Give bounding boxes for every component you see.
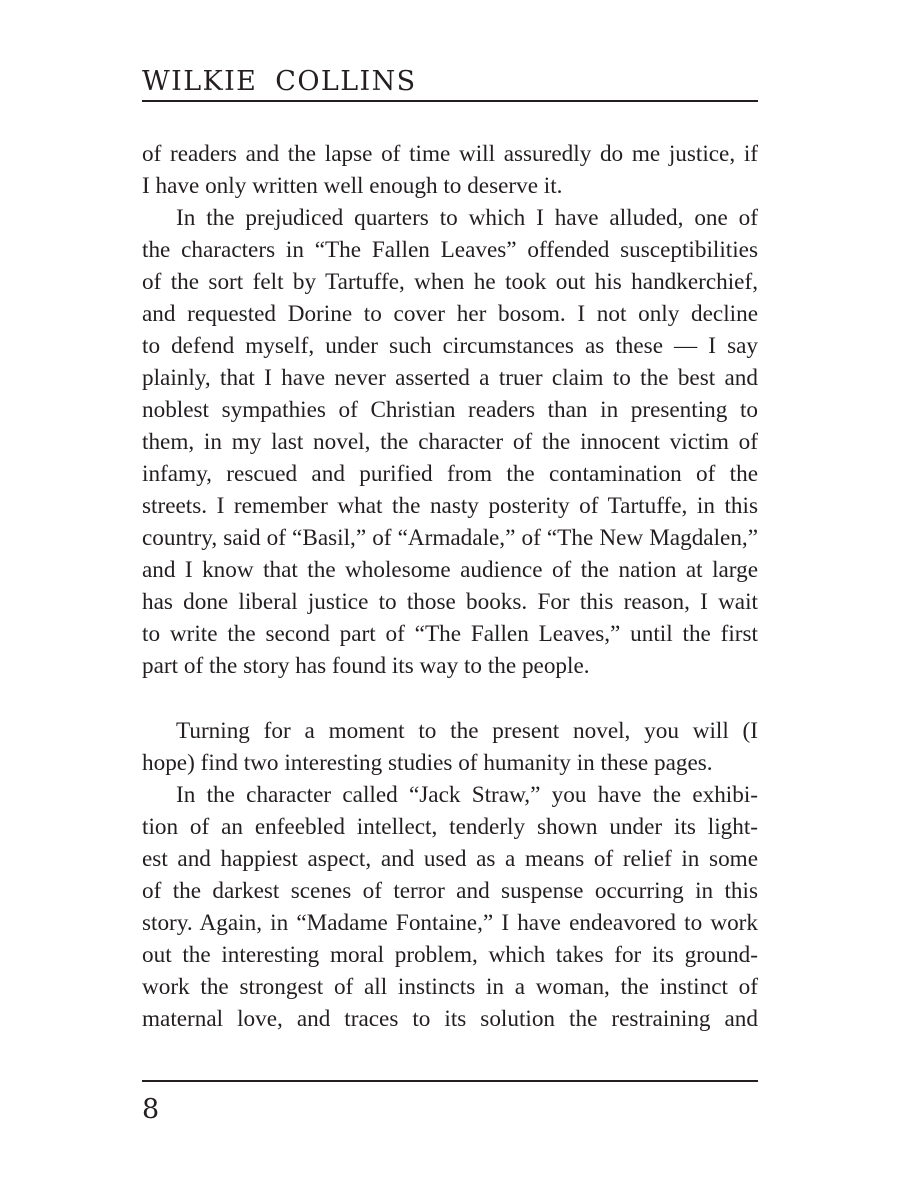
- text-line: noblest sympathies of Christian readers than in presenting to: [142, 397, 758, 423]
- text-line: maternal love, and traces to its solution the restraining and: [142, 1006, 758, 1032]
- text-line: of readers and the lapse of time will assuredly do me justice, if: [142, 141, 758, 167]
- text-line: plainly, that I have never asserted a truer claim to the best and: [142, 365, 758, 391]
- text-line: In the prejudiced quarters to which I have alluded, one of: [176, 205, 758, 231]
- text-line: In the character called “Jack Straw,” you have the exhibi-: [176, 782, 758, 808]
- running-head: WILKIE COLLINS: [142, 66, 417, 97]
- text-line: has done liberal justice to those books. For this reason, I wait: [142, 589, 758, 615]
- body-text: [142, 138, 758, 1035]
- text-line: to write the second part of “The Fallen Leaves,” until the first: [142, 621, 758, 647]
- text-line: and requested Dorine to cover her bosom. I not only decline: [142, 301, 758, 327]
- text-line: and I know that the wholesome audience of the nation at large: [142, 557, 758, 583]
- header-rule: [142, 100, 758, 102]
- text-line: story. Again, in “Madame Fontaine,” I have endeavored to work: [142, 910, 758, 936]
- footer-rule: [142, 1080, 758, 1082]
- text-line: country, said of “Basil,” of “Armadale,” of “The New Magdalen,”: [142, 525, 758, 551]
- text-line: I have only written well enough to deserve it.: [142, 173, 563, 199]
- text-line: infamy, rescued and purified from the contamination of the: [142, 461, 758, 487]
- text-line: streets. I remember what the nasty posterity of Tartuffe, in this: [142, 493, 758, 519]
- text-line: them, in my last novel, the character of the innocent victim of: [142, 429, 758, 455]
- text-line: Turning for a moment to the present novel, you will (I: [176, 718, 758, 744]
- text-line: hope) find two interesting studies of humanity in these pages.: [142, 750, 713, 776]
- section-break: [142, 682, 758, 715]
- text-line: out the interesting moral problem, which takes for its ground-: [142, 942, 758, 968]
- text-line: part of the story has found its way to the people.: [142, 653, 590, 679]
- text-line: the characters in “The Fallen Leaves” offended susceptibilities: [142, 237, 758, 263]
- text-line: of the sort felt by Tartuffe, when he took out his handkerchief,: [142, 269, 758, 295]
- text-line: est and happiest aspect, and used as a means of relief in some: [142, 846, 758, 872]
- text-line: of the darkest scenes of terror and suspense occurring in this: [142, 878, 758, 904]
- text-line: tion of an enfeebled intellect, tenderly shown under its light-: [142, 814, 758, 840]
- page-number: 8: [142, 1094, 160, 1125]
- text-line: to defend myself, under such circumstances as these — I say: [142, 333, 758, 359]
- text-line: work the strongest of all instincts in a woman, the instinct of: [142, 974, 758, 1000]
